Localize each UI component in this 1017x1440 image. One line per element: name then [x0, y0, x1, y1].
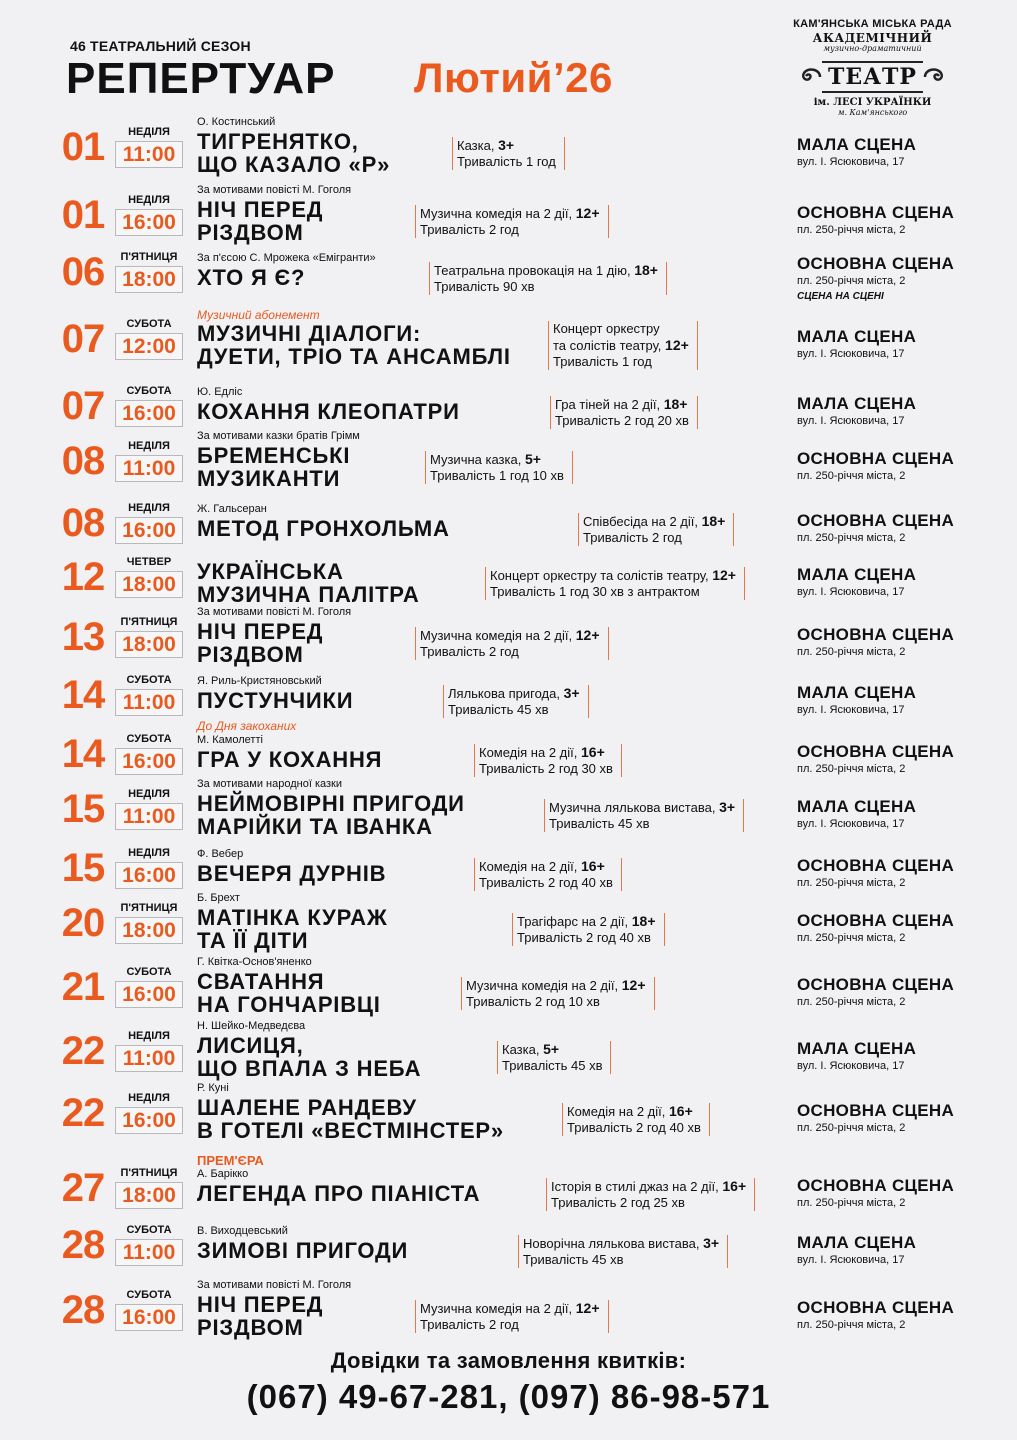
event-age-rating: 12+: [665, 337, 689, 353]
venue-address: пл. 250-річчя міста, 2: [797, 1319, 906, 1331]
venue-address: вул. І. Ясюковича, 17: [797, 156, 905, 168]
event-genre: Трагіфарс на 2 дії,: [517, 914, 629, 929]
event-duration: Тривалість 2 год 25 хв: [551, 1194, 685, 1210]
event-age-rating: 3+: [498, 137, 515, 153]
event-genre: Комедія на 2 дії,: [567, 1104, 666, 1119]
venue-name: МАЛА СЦЕНА: [797, 1232, 917, 1252]
event-age-rating: 16+: [722, 1177, 747, 1194]
venue-address: пл. 250-річчя міста, 2: [797, 1122, 906, 1134]
event-day: 01: [61, 193, 105, 237]
event-age-rating: 18+: [663, 395, 688, 412]
footer-info: Довідки та замовлення квитків:: [330, 1348, 687, 1373]
event-time[interactable]: 11:00: [115, 455, 183, 482]
event-age-rating: 18+: [634, 261, 658, 278]
event-venue: [797, 1101, 1007, 1134]
event-info: [512, 913, 665, 946]
venue-name: МАЛА СЦЕНА: [797, 135, 917, 154]
event-genre: Гра тіней на 2 дії,: [555, 396, 661, 412]
event-duration: Тривалість 2 год: [583, 529, 682, 545]
event-age-rating: 3+: [703, 1234, 720, 1251]
event-duration: Тривалість 90 хв: [434, 278, 535, 294]
event-time[interactable]: 11:00: [115, 803, 183, 830]
event-author: Музичний абонемент: [197, 308, 320, 322]
event-title[interactable]: ДУЕТИ, ТРІО ТА АНСАМБЛІ: [197, 344, 511, 369]
venue-address: пл. 250-річчя міста, 2: [797, 1196, 906, 1209]
event-info: [546, 1178, 755, 1211]
event-title[interactable]: КОХАННЯ КЛЕОПАТРИ: [197, 399, 460, 424]
season-label: 46 ТЕАТРАЛЬНИЙ СЕЗОН: [70, 38, 251, 54]
event-info: [550, 396, 698, 429]
event-title[interactable]: ШАЛЕНЕ РАНДЕВУ: [197, 1095, 417, 1120]
venue-address: пл. 250-річчя міста, 2: [797, 646, 906, 658]
event-author: За мотивами повісті М. Гоголя: [197, 1279, 352, 1291]
event-title[interactable]: РІЗДВОМ: [197, 220, 304, 245]
event-day: 28: [61, 1288, 105, 1332]
venue-address: пл. 250-річчя міста, 2: [797, 470, 906, 482]
event-age-rating: 12+: [575, 627, 600, 643]
event-time[interactable]: 16:00: [115, 862, 183, 889]
venue-name: ОСНОВНА СЦЕНА: [797, 449, 955, 468]
event-day: 14: [61, 672, 105, 717]
event-title[interactable]: ПУСТУНЧИКИ: [197, 688, 354, 713]
event-weekday: ЧЕТВЕР: [126, 556, 172, 568]
event-day: 28: [61, 1222, 105, 1267]
event-time[interactable]: 16:00: [115, 517, 183, 544]
venue-name: МАЛА СЦЕНА: [797, 565, 917, 584]
event-info: [452, 137, 565, 170]
event-venue: [797, 856, 1007, 889]
event-info: [518, 1235, 728, 1268]
event-title[interactable]: СВАТАННЯ: [197, 969, 325, 994]
event-age-rating: 16+: [581, 857, 605, 874]
event-info: [485, 567, 745, 600]
event-venue: [797, 511, 1007, 544]
event-weekday: НЕДІЛЯ: [128, 846, 170, 859]
event-time[interactable]: 16:00: [115, 1304, 183, 1331]
event-age-rating: 18+: [701, 512, 726, 529]
event-info: [548, 321, 698, 370]
event-genre: Театральна провокація на 1 дію,: [434, 262, 631, 278]
event-age-rating: 16+: [669, 1103, 693, 1119]
venue-address: пл. 250-річчя міста, 2: [797, 531, 906, 544]
venue-name: МАЛА СЦЕНА: [797, 393, 917, 413]
event-genre: Концерт оркестру: [553, 321, 660, 336]
event-weekday: НЕДІЛЯ: [128, 788, 170, 800]
venue-name: ОСНОВНА СЦЕНА: [797, 510, 955, 530]
venue-address: вул. І. Ясюковича, 17: [797, 586, 905, 598]
month-title: Лютий’26: [414, 54, 613, 101]
event-time[interactable]: 16:00: [115, 209, 183, 236]
event-genre: Музична лялькова вистава,: [549, 800, 716, 815]
event-day: 06: [61, 249, 105, 294]
venue-name: МАЛА СЦЕНА: [797, 682, 917, 702]
event-author: Ж. Гальсеран: [197, 503, 267, 515]
event-duration: Тривалість 2 год 40 хв: [567, 1120, 701, 1135]
event-weekday: НЕДІЛЯ: [128, 501, 170, 514]
event-venue: [797, 911, 1007, 944]
event-author: За п'єсою С. Мрожека «Емігранти»: [197, 252, 376, 264]
event-genre: Музична казка,: [430, 452, 522, 467]
event-weekday: СУБОТА: [126, 673, 172, 686]
event-day: 22: [61, 1091, 105, 1135]
event-info: [578, 513, 734, 546]
event-day: 27: [61, 1165, 105, 1210]
venue-address: вул. І. Ясюковича, 17: [797, 703, 905, 716]
event-title[interactable]: ВЕЧЕРЯ ДУРНІВ: [197, 861, 387, 886]
event-author: Н. Шейко-Медведєва: [197, 1020, 306, 1032]
event-venue: [797, 254, 1007, 302]
event-genre: Музична комедія на 2 дії,: [420, 1301, 573, 1316]
event-day: 15: [61, 787, 105, 831]
event-title[interactable]: ТА ЇЇ ДІТИ: [197, 928, 309, 953]
event-venue: [797, 565, 1007, 598]
event-duration: Тривалість 2 год: [420, 222, 519, 237]
venue-name: МАЛА СЦЕНА: [797, 1039, 917, 1058]
event-day: 15: [61, 845, 105, 890]
event-venue: [797, 797, 1007, 830]
event-venue: [797, 394, 1007, 427]
venue-name: ОСНОВНА СЦЕНА: [797, 203, 955, 222]
logo-city: м. Кам'янського: [837, 108, 908, 117]
event-info: [474, 858, 622, 891]
event-time[interactable]: 18:00: [115, 1182, 183, 1209]
event-title[interactable]: МУЗИКАНТИ: [197, 466, 341, 491]
event-day: 07: [61, 317, 105, 361]
event-info: [497, 1041, 611, 1074]
event-info: [474, 744, 622, 777]
event-venue: [797, 449, 1007, 482]
event-info: [415, 1300, 609, 1333]
logo-subtitle: музично-драматичний: [823, 44, 922, 53]
logo-theatre: ТЕАТР: [822, 61, 923, 93]
event-title[interactable]: МАРІЙКИ ТА ІВАНКА: [197, 814, 433, 839]
event-time[interactable]: 18:00: [115, 917, 183, 944]
event-title[interactable]: ЛИСИЦЯ,: [197, 1033, 304, 1058]
event-info: [425, 451, 573, 484]
event-genre: Музична комедія на 2 дії,: [420, 628, 573, 643]
venue-name: ОСНОВНА СЦЕНА: [797, 625, 955, 644]
event-weekday: П'ЯТНИЦЯ: [120, 902, 178, 914]
event-weekday: НЕДІЛЯ: [128, 126, 170, 138]
event-weekday: СУБОТА: [126, 1289, 172, 1301]
event-duration: Тривалість 2 год 40 хв: [479, 874, 613, 890]
logo-academic: АКАДЕМІЧНИЙ: [812, 31, 933, 45]
event-age-rating: 16+: [581, 743, 605, 760]
venue-note: СЦЕНА НА СЦЕНІ: [797, 291, 884, 302]
event-author: За мотивами казки братів Грімм: [197, 430, 360, 442]
event-time[interactable]: 16:00: [115, 748, 183, 775]
event-author: За мотивами повісті М. Гоголя: [197, 184, 352, 196]
event-author: О. Костинський: [197, 116, 276, 128]
event-genre: Казка,: [502, 1042, 540, 1057]
event-duration: Тривалість 2 год 10 хв: [466, 994, 600, 1009]
event-duration: Тривалість 1 год: [457, 154, 556, 169]
event-title[interactable]: НА ГОНЧАРІВЦІ: [197, 992, 381, 1017]
event-highlight: ПРЕМ'ЄРА: [197, 1153, 264, 1168]
event-genre: Новорічна лялькова вистава,: [523, 1235, 700, 1251]
event-weekday: СУБОТА: [126, 318, 172, 330]
event-weekday: НЕДІЛЯ: [128, 1030, 170, 1042]
event-time[interactable]: 11:00: [115, 1239, 183, 1266]
event-title[interactable]: ЩО КАЗАЛО «Р»: [197, 152, 391, 177]
event-author: М. Камолетті: [197, 734, 263, 746]
event-duration: Тривалість 45 хв: [549, 816, 650, 831]
event-weekday: НЕДІЛЯ: [128, 1092, 170, 1104]
event-weekday: П'ЯТНИЦЯ: [120, 1166, 178, 1179]
event-duration: Тривалість 2 год: [420, 1317, 519, 1332]
event-highlight: До Дня закоханих: [197, 719, 297, 733]
event-title[interactable]: ЗИМОВІ ПРИГОДИ: [197, 1238, 409, 1263]
venue-name: ОСНОВНА СЦЕНА: [797, 911, 955, 930]
venue-name: ОСНОВНА СЦЕНА: [797, 1101, 955, 1120]
event-author: В. Виходцевський: [197, 1225, 288, 1237]
venue-address: вул. І. Ясюковича, 17: [797, 818, 905, 830]
event-weekday: СУБОТА: [126, 1223, 172, 1236]
event-time[interactable]: 11:00: [115, 689, 183, 716]
event-day: 01: [61, 125, 105, 169]
event-title[interactable]: ЩО ВПАЛА З НЕБА: [197, 1056, 422, 1081]
event-info: [429, 262, 667, 295]
event-title[interactable]: ЛЕГЕНДА ПРО ПІАНІСТА: [197, 1181, 481, 1206]
event-venue: [797, 683, 1007, 716]
event-venue: [797, 1176, 1007, 1209]
event-genre: Казка,: [457, 138, 495, 153]
event-day: 08: [61, 500, 105, 545]
event-venue: [797, 327, 1007, 360]
event-title[interactable]: НІЧ ПЕРЕД: [197, 619, 324, 644]
logo-council: КАМ'ЯНСЬКА МІСЬКА РАДА: [793, 18, 952, 30]
event-info: [461, 977, 655, 1010]
event-title[interactable]: НЕЙМОВІРНІ ПРИГОДИ: [197, 791, 465, 816]
venue-name: МАЛА СЦЕНА: [797, 327, 917, 346]
event-weekday: НЕДІЛЯ: [128, 440, 170, 452]
event-author: За мотивами повісті М. Гоголя: [197, 606, 352, 618]
event-duration: Тривалість 2 год 30 хв: [479, 760, 613, 776]
event-author: Р. Куні: [197, 1082, 229, 1094]
event-day: 21: [61, 965, 105, 1009]
event-title[interactable]: ТИГРЕНЯТКО,: [197, 129, 359, 154]
event-title[interactable]: МУЗИЧНА ПАЛІТРА: [197, 582, 420, 607]
event-genre: Концерт оркестру та солістів театру,: [490, 568, 709, 583]
event-time[interactable]: 16:00: [115, 1107, 183, 1134]
event-day: 12: [61, 555, 105, 599]
venue-address: вул. І. Ясюковича, 17: [797, 1253, 905, 1266]
event-weekday: П'ЯТНИЦЯ: [120, 616, 178, 628]
event-age-rating: 3+: [563, 684, 580, 701]
venue-name: ОСНОВНА СЦЕНА: [797, 855, 955, 875]
event-weekday: СУБОТА: [126, 966, 172, 978]
event-title[interactable]: НІЧ ПЕРЕД: [197, 1292, 324, 1317]
event-author: Я. Риль-Кристяновський: [197, 675, 322, 687]
event-time[interactable]: 11:00: [115, 141, 183, 168]
event-title[interactable]: УКРАЇНСЬКА: [197, 559, 344, 584]
venue-address: вул. І. Ясюковича, 17: [797, 1060, 905, 1072]
event-day: 14: [61, 731, 105, 776]
event-time[interactable]: 18:00: [115, 631, 183, 658]
event-title[interactable]: ГРА У КОХАННЯ: [197, 747, 383, 772]
event-duration: Тривалість 2 год 40 хв: [517, 930, 651, 945]
event-genre: Комедія на 2 дії,: [479, 744, 578, 760]
page-title: РЕПЕРТУАР: [66, 54, 336, 103]
venue-name: ОСНОВНА СЦЕНА: [797, 741, 955, 761]
event-time[interactable]: 12:00: [115, 333, 183, 360]
event-time[interactable]: 11:00: [115, 1045, 183, 1072]
logo-name: ім. ЛЕСІ УКРАЇНКИ: [813, 97, 932, 108]
event-venue: [797, 1298, 1007, 1331]
event-info: [562, 1103, 710, 1136]
header: [0, 0, 1017, 117]
event-duration: Тривалість 45 хв: [448, 701, 549, 717]
event-age-rating: 12+: [712, 567, 736, 583]
event-duration: Тривалість 45 хв: [502, 1058, 603, 1073]
event-title[interactable]: РІЗДВОМ: [197, 642, 304, 667]
venue-address: пл. 250-річчя міста, 2: [797, 996, 906, 1008]
event-info: [544, 799, 744, 832]
event-time[interactable]: 16:00: [115, 981, 183, 1008]
event-duration: Тривалість 45 хв: [523, 1251, 624, 1267]
event-genre: Лялькова пригода,: [448, 685, 560, 701]
event-weekday: СУБОТА: [126, 384, 172, 397]
event-genre: Історія в стилі джаз на 2 дії,: [551, 1178, 719, 1194]
event-day: 08: [61, 439, 105, 483]
event-age-rating: 3+: [719, 799, 736, 815]
venue-address: пл. 250-річчя міста, 2: [797, 224, 906, 236]
venue-address: вул. І. Ясюковича, 17: [797, 348, 905, 360]
event-title[interactable]: РІЗДВОМ: [197, 1315, 304, 1340]
event-venue: [797, 203, 1007, 236]
event-title[interactable]: МЕТОД ГРОНХОЛЬМА: [197, 516, 450, 541]
event-age-rating: 5+: [543, 1041, 560, 1057]
event-age-rating: 18+: [631, 913, 656, 929]
footer-phones[interactable]: (067) 49-67-281, (097) 86-98-571: [246, 1378, 771, 1415]
event-genre: Музична комедія на 2 дії,: [466, 978, 619, 993]
scroll-right-icon: [923, 63, 951, 91]
event-venue: [797, 975, 1007, 1008]
event-venue: [797, 1039, 1007, 1072]
event-title[interactable]: В ГОТЕЛІ «ВЕСТМІНСТЕР»: [197, 1118, 504, 1143]
event-author: Ф. Вебер: [197, 848, 244, 860]
event-age-rating: 5+: [524, 451, 541, 467]
event-title[interactable]: ХТО Я Є?: [197, 265, 306, 290]
event-genre: Комедія на 2 дії,: [479, 858, 578, 874]
event-duration: Тривалість 2 год: [420, 644, 519, 659]
venue-name: ОСНОВНА СЦЕНА: [797, 975, 955, 994]
event-info: [415, 205, 609, 238]
event-author: Г. Квітка-Основ'яненко: [197, 956, 312, 968]
event-venue: [797, 742, 1007, 775]
venue-address: пл. 250-річчя міста, 2: [797, 932, 906, 944]
event-genre: Музична комедія на 2 дії,: [420, 206, 573, 221]
event-age-rating: 12+: [575, 205, 600, 221]
venue-address: пл. 250-річчя міста, 2: [797, 275, 906, 287]
scroll-left-icon: [794, 63, 822, 91]
event-info: [415, 627, 609, 660]
event-duration: Тривалість 1 год 10 хв: [430, 468, 564, 483]
event-age-rating: 12+: [621, 977, 646, 993]
event-weekday: П'ЯТНИЦЯ: [120, 250, 178, 263]
event-author: А. Барікко: [197, 1168, 249, 1180]
venue-name: ОСНОВНА СЦЕНА: [797, 254, 955, 273]
event-venue: [797, 625, 1007, 658]
event-duration: Тривалість 1 год 30 хв з антрактом: [490, 584, 700, 599]
event-day: 13: [61, 615, 105, 659]
event-title[interactable]: НІЧ ПЕРЕД: [197, 197, 324, 222]
venue-address: вул. І. Ясюковича, 17: [797, 414, 905, 427]
event-day: 20: [61, 901, 105, 945]
event-author: Б. Брехт: [197, 892, 240, 904]
event-duration: Тривалість 2 год 20 хв: [555, 412, 689, 428]
event-info: [443, 685, 589, 718]
event-weekday: НЕДІЛЯ: [128, 194, 170, 206]
event-title[interactable]: БРЕМЕНСЬКІ: [197, 443, 351, 468]
event-title[interactable]: МАТІНКА КУРАЖ: [197, 905, 388, 930]
event-weekday: СУБОТА: [126, 732, 172, 745]
venue-name: МАЛА СЦЕНА: [797, 797, 917, 816]
event-genre: Співбесіда на 2 дії,: [583, 513, 698, 529]
event-author: За мотивами народної казки: [197, 778, 342, 790]
event-genre: та солістів театру,: [553, 338, 662, 353]
venue-address: пл. 250-річчя міста, 2: [797, 876, 906, 889]
event-venue: [797, 1233, 1007, 1266]
event-venue: [797, 135, 1007, 168]
event-title[interactable]: МУЗИЧНІ ДІАЛОГИ:: [197, 321, 422, 346]
venue-name: ОСНОВНА СЦЕНА: [797, 1298, 955, 1317]
venue-name: ОСНОВНА СЦЕНА: [797, 1175, 955, 1195]
event-day: 07: [61, 383, 105, 428]
theatre-logo: [790, 18, 955, 117]
event-time[interactable]: 18:00: [115, 571, 183, 598]
event-duration: Тривалість 1 год: [553, 354, 652, 369]
event-time[interactable]: 18:00: [115, 266, 183, 293]
event-day: 22: [61, 1029, 105, 1073]
event-time[interactable]: 16:00: [115, 400, 183, 427]
event-age-rating: 12+: [575, 1300, 600, 1316]
event-author: Ю. Едліс: [197, 386, 243, 398]
venue-address: пл. 250-річчя міста, 2: [797, 762, 906, 775]
